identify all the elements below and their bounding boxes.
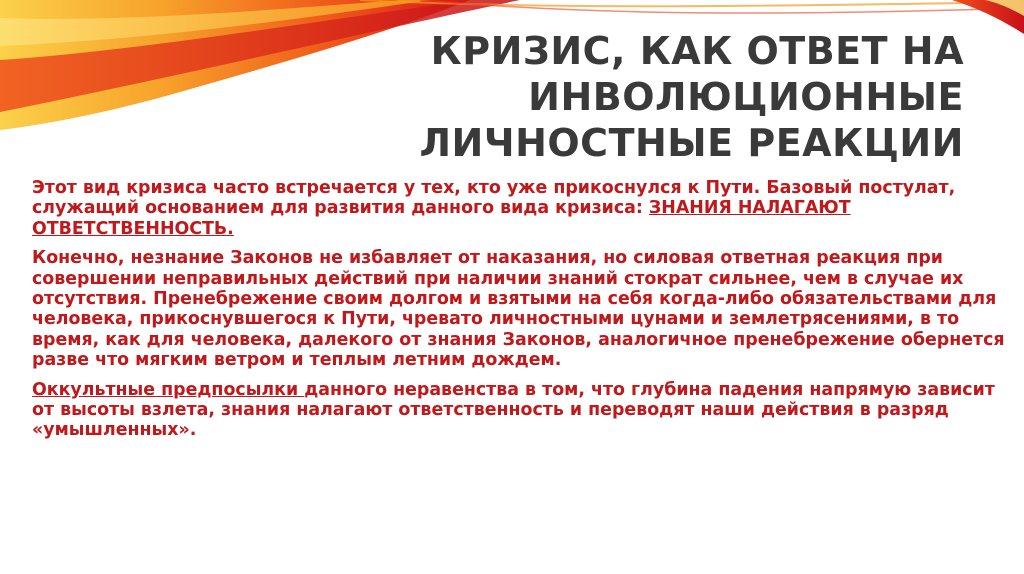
paragraph-1-underlined-phrase: ЗНАНИЯ НАЛАГАЮТ ОТВЕТСТВЕННОСТЬ. — [32, 198, 851, 239]
slide-title — [264, 28, 964, 166]
slide-title-line-1: КРИЗИС, КАК ОТВЕТ НА — [430, 29, 964, 73]
paragraph-3-text: данного неравенства в том, что глубина падения напрямую зависит от высоты взлета, знания налагают ответственность и переводят наши действия в разряд «умышленных». — [32, 379, 995, 441]
paragraph-1 — [32, 178, 1007, 239]
paragraph-2: Конечно, незнание Законов не избавляет от наказания, но силовая ответная реакция при совершении неправильных действий при наличии знаний стократ сильнее, чем в случае их отсутствия. Пренебрежение своим долгом и взятыми на себя когда-либо обязательствами для человека, прикоснувшегося к Пути, чревато личностными цунами и землетрясениями, в то время, как для человека, далекого от знания Законов, аналогичное пренебрежение обернется разве что мягким ветром и теплым летним дождем. — [32, 248, 1005, 371]
slide-body — [32, 178, 1007, 450]
paragraph-3 — [32, 380, 1007, 441]
paragraph-3-underlined-phrase: Оккультные предпосылки — [32, 379, 305, 400]
slide-title-line-3: ЛИЧНОСТНЫЕ РЕАКЦИИ — [419, 121, 964, 165]
slide-title-line-2: ИНВОЛЮЦИОННЫЕ — [528, 75, 964, 119]
paragraph-1-text: Этот вид кризиса часто встречается у тех, кто уже прикоснулся к Пути. Базовый постулат, служащий основанием для развития данного вида кризиса: — [32, 178, 956, 219]
